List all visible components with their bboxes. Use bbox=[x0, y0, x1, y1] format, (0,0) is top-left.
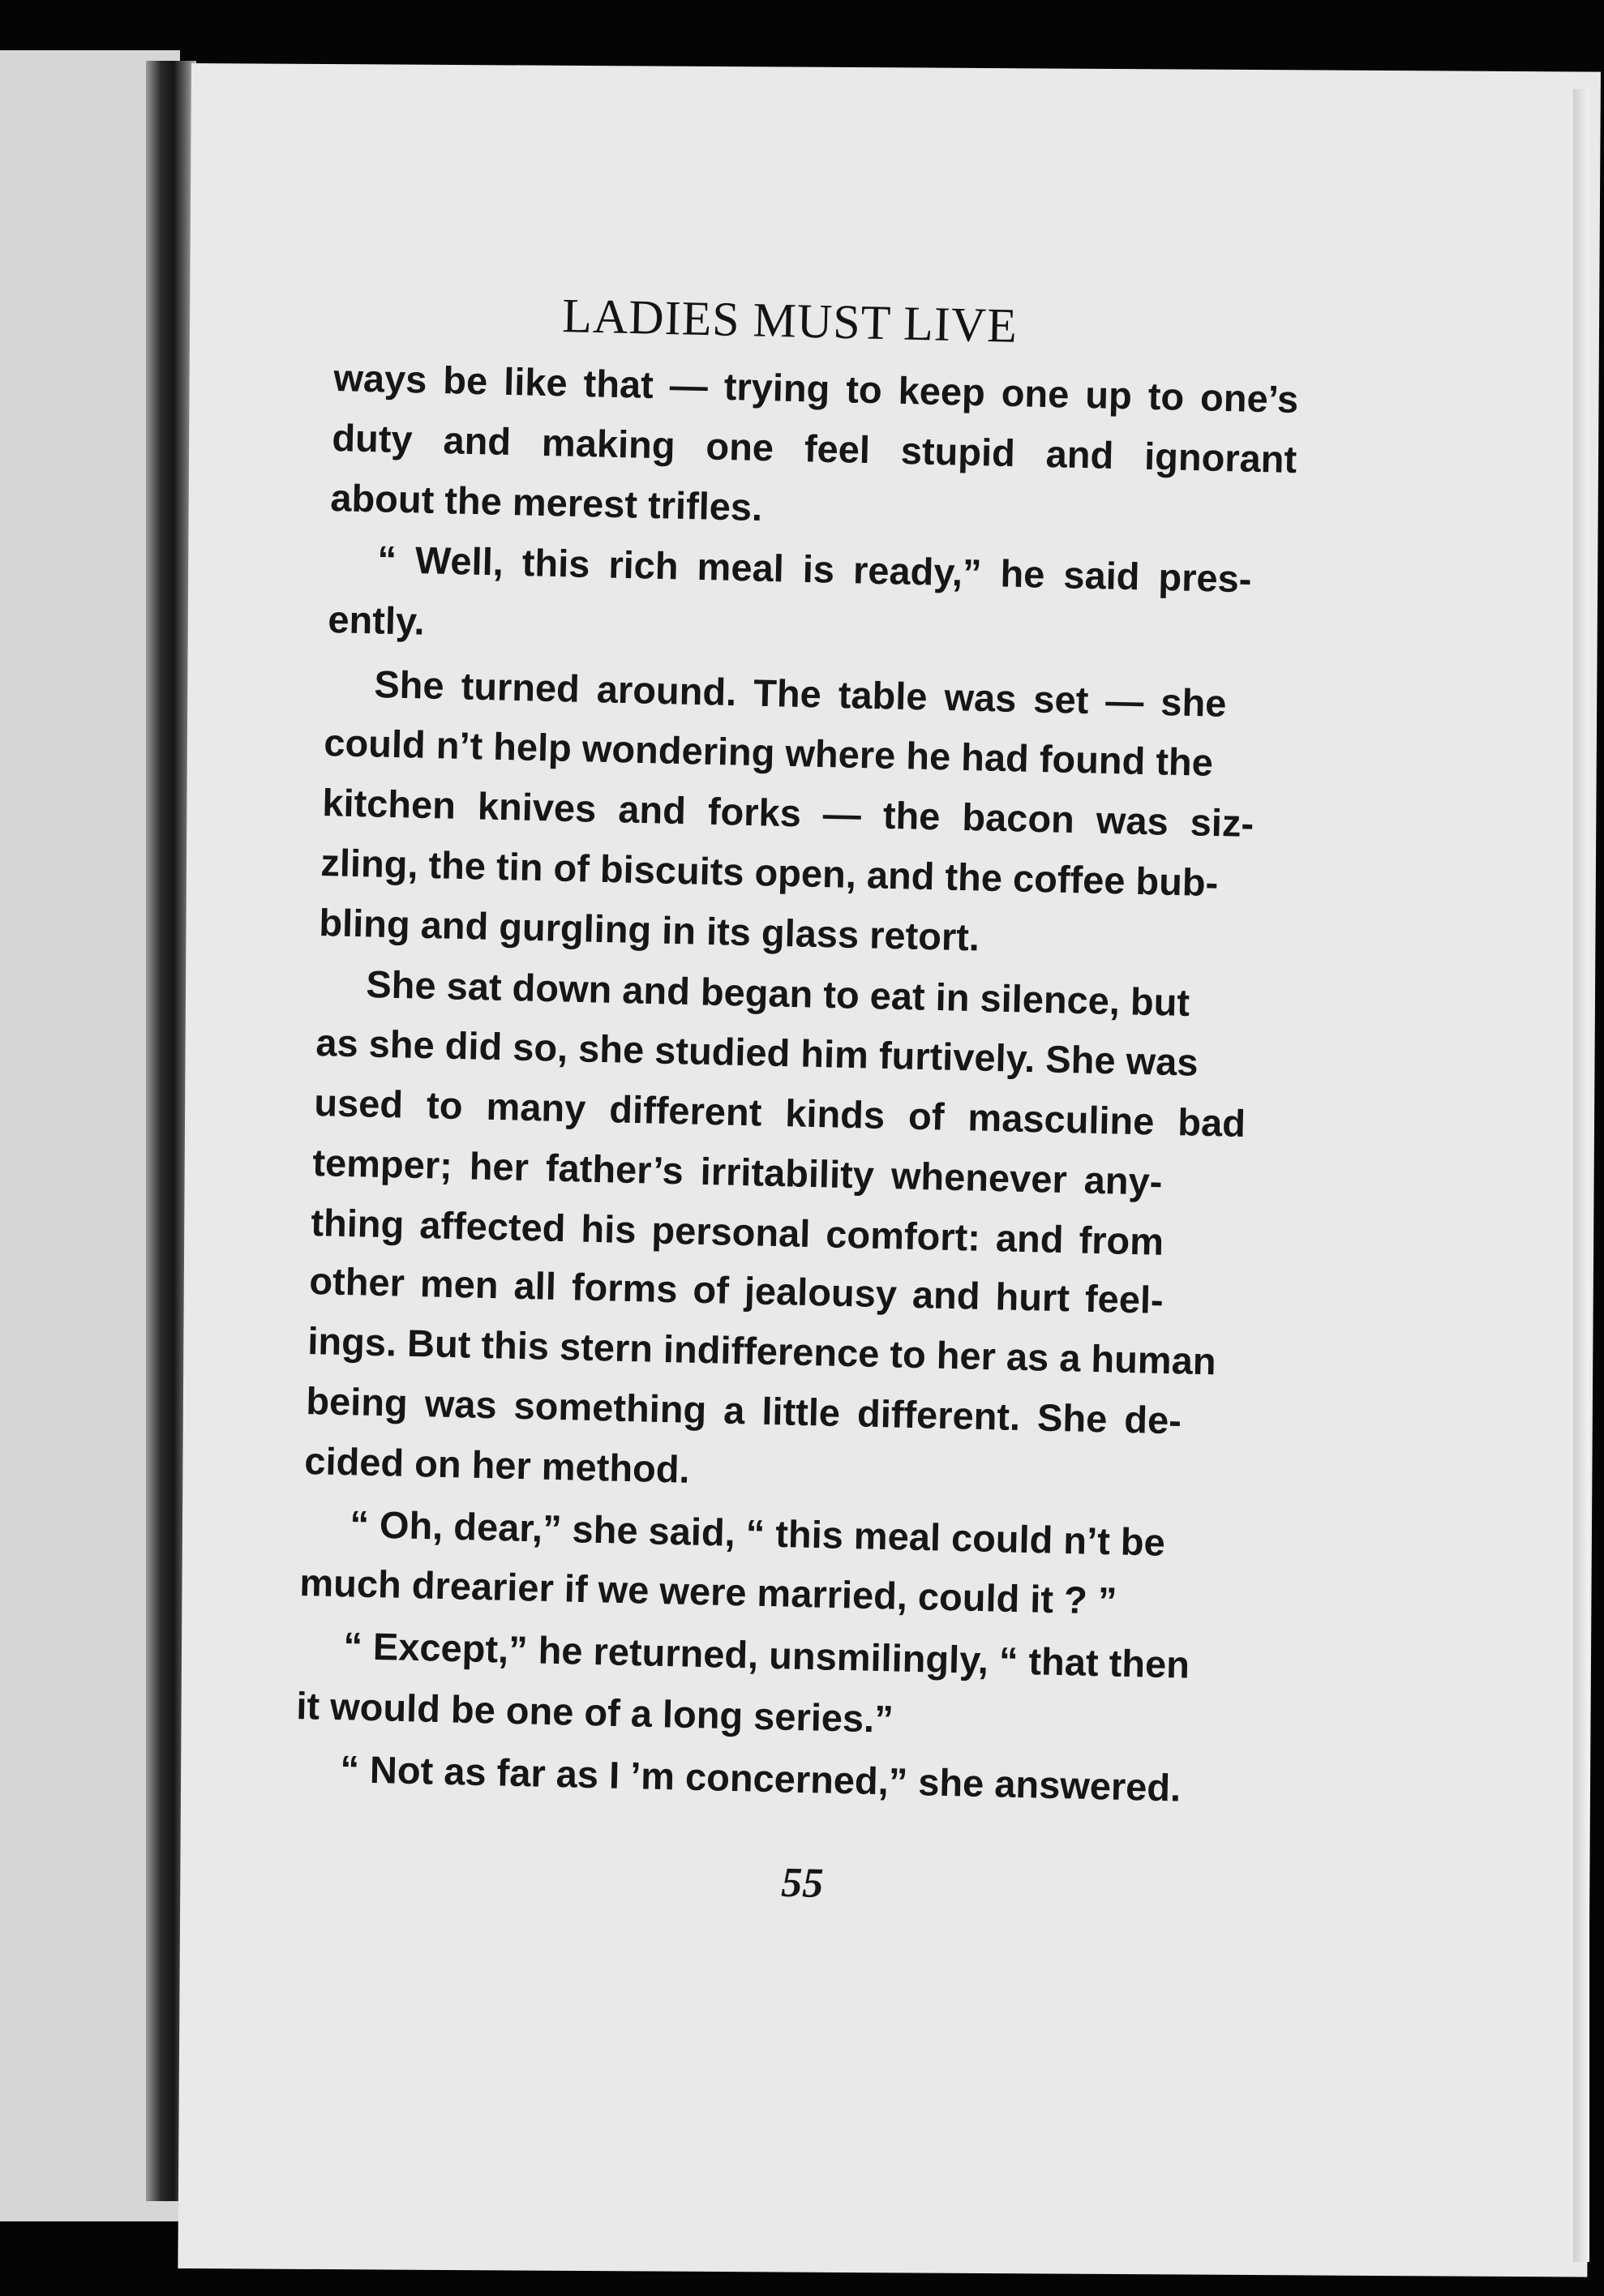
text-line: about the merest trifles. bbox=[329, 476, 763, 529]
text-line: “ Not as far as I ’m concerned,” she answered. bbox=[339, 1747, 1182, 1810]
text-line: being was something a little different. She de- bbox=[305, 1379, 1182, 1442]
text-line: zling, the tin of biscuits open, and the coffee bub- bbox=[320, 841, 1219, 905]
page-number: 55 bbox=[780, 1859, 824, 1907]
text-line: kitchen knives and forks — the bacon was siz- bbox=[321, 781, 1254, 846]
text-line: ently. bbox=[327, 598, 426, 643]
text-line: cided on her method. bbox=[303, 1439, 691, 1491]
text-line: thing affected his personal comfort: and from bbox=[310, 1201, 1164, 1263]
text-line: “ Except,” he returned, unsmilingly, “ that then bbox=[342, 1624, 1190, 1686]
text-line: “ Oh, dear,” she said, “ this meal could n’t be bbox=[349, 1502, 1166, 1564]
text-line: other men all forms of jealousy and hurt feel- bbox=[308, 1259, 1164, 1321]
page-edge bbox=[1573, 89, 1589, 2262]
text-line: it would be one of a long series.” bbox=[295, 1684, 894, 1741]
running-head: LADIES MUST LIVE bbox=[561, 289, 1019, 353]
text-line: bling and gurgling in its glass retort. bbox=[318, 901, 980, 959]
text-line: She turned around. The table was set — she bbox=[373, 662, 1228, 725]
text-line: “ Well, this rich meal is ready,” he said pres- bbox=[376, 538, 1253, 601]
text-line: ways be like that — trying to keep one up to one’s bbox=[332, 356, 1299, 421]
text-line: used to many different kinds of masculine bad bbox=[313, 1081, 1246, 1146]
text-line: could n’t help wondering where he had found the bbox=[323, 721, 1214, 784]
text-line: as she did so, she studied him furtively. She was bbox=[315, 1021, 1199, 1084]
text-line: She sat down and began to eat in silence, but bbox=[365, 962, 1190, 1025]
text-line: duty and making one feel stupid and ignorant bbox=[331, 416, 1297, 481]
text-line: ings. But this stern indifference to her as a human bbox=[307, 1319, 1217, 1383]
text-line: temper; her father’s irritability whenever any- bbox=[311, 1141, 1164, 1203]
text-line: much drearier if we were married, could it ? ” bbox=[298, 1561, 1117, 1622]
